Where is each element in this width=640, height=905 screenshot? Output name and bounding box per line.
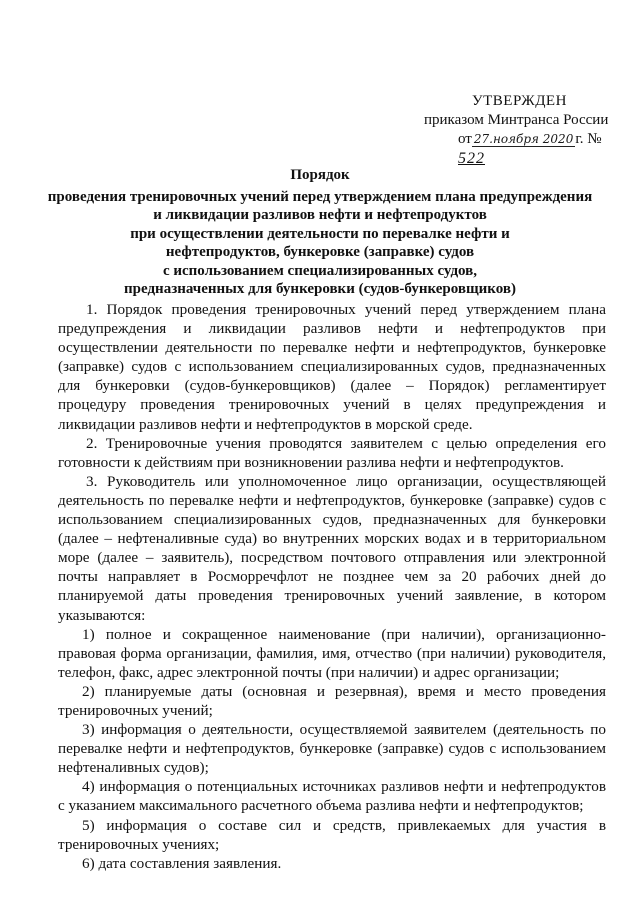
list-item: 1) полное и сокращенное наименование (при наличии), организационно-правовая форма организации, фамилия, имя, отчество (при наличии) руководителя, телефон, факс, адрес электронной почты (при наличии) и адрес организации; — [58, 625, 606, 681]
list-item: 2) планируемые даты (основная и резервная), время и место проведения тренировочных учений; — [58, 682, 606, 719]
heading-line: проведения тренировочных учений перед утверждением плана предупреждения — [47, 188, 593, 205]
date-prefix: от — [458, 131, 472, 147]
heading-line: с использованием специализированных судов, — [162, 262, 478, 279]
approved-order: приказом Минтранса России — [424, 112, 609, 128]
list-item: 5) информация о составе сил и средств, привлекаемых для участия в тренировочных учениях; — [58, 816, 606, 853]
year-suffix: г. № — [575, 131, 602, 147]
heading-line: Порядок — [290, 167, 350, 183]
heading-line: предназначенных для бункеровки (судов-бункеровщиков) — [124, 281, 516, 297]
document-heading — [40, 166, 600, 299]
heading-line: нефтепродуктов, бункеровке (заправке) судов — [165, 244, 475, 260]
list-item: 6) дата составления заявления. — [82, 854, 282, 872]
approved-date-line — [420, 130, 620, 169]
approval-stamp — [420, 92, 620, 169]
paragraph-2: 2. Тренировочные учения проводятся заявителем с целью определения его готовности к действиям при возникновении разлива нефти и нефтепродуктов. — [58, 434, 606, 471]
paragraph-3: 3. Руководитель или уполномоченное лицо организации, осуществляющей деятельность по перевалке нефти и нефтепродуктов, бункеровке (заправке) судов с использованием специализированных судов, предназначенных для бункеровки (далее – нефтеналивные суда) во внутренних морских водах и в территориальном море (далее – заявитель), посредством почтового отправления или электронной почты направляет в Росморречфлот не позднее чем за 20 рабочих дней до планируемой даты проведения тренировочных учений заявление, в котором указываются: — [58, 472, 606, 624]
heading-line: и ликвидации разливов нефти и нефтепродуктов — [153, 207, 487, 223]
paragraph-1: 1. Порядок проведения тренировочных учений перед утверждением плана предупреждения и ликвидации разливов нефти и нефтепродуктов при осуществлении деятельности по перевалке нефти и нефтепродуктов, бункеровке (заправке) судов с использованием специализированных судов, предназначенных для бункеровки (судов-бункеровщиков) (далее – Порядок) регламентирует процедуру проведения тренировочных учений в целях предупреждения и ликвидации разливов нефти и нефтепродуктов в морской среде. — [58, 301, 606, 433]
document-body — [58, 300, 606, 873]
heading-line: при осуществлении деятельности по перевалке нефти и — [130, 225, 510, 242]
handwritten-number: 522 — [458, 150, 485, 167]
list-item: 4) информация о потенциальных источниках разливов нефти и нефтепродуктов с указанием максимального расчетного объема разлива нефти и нефтепродуктов; — [58, 778, 606, 815]
handwritten-date: 27.ноября 2020 — [473, 132, 574, 146]
approved-title: УТВЕРЖДЕН — [472, 93, 567, 109]
list-item: 3) информация о деятельности, осуществляемой заявителем (деятельность по перевалке нефти и нефтепродуктов, бункеровке (заправке) судов с использованием нефтеналивных судов); — [58, 721, 606, 777]
